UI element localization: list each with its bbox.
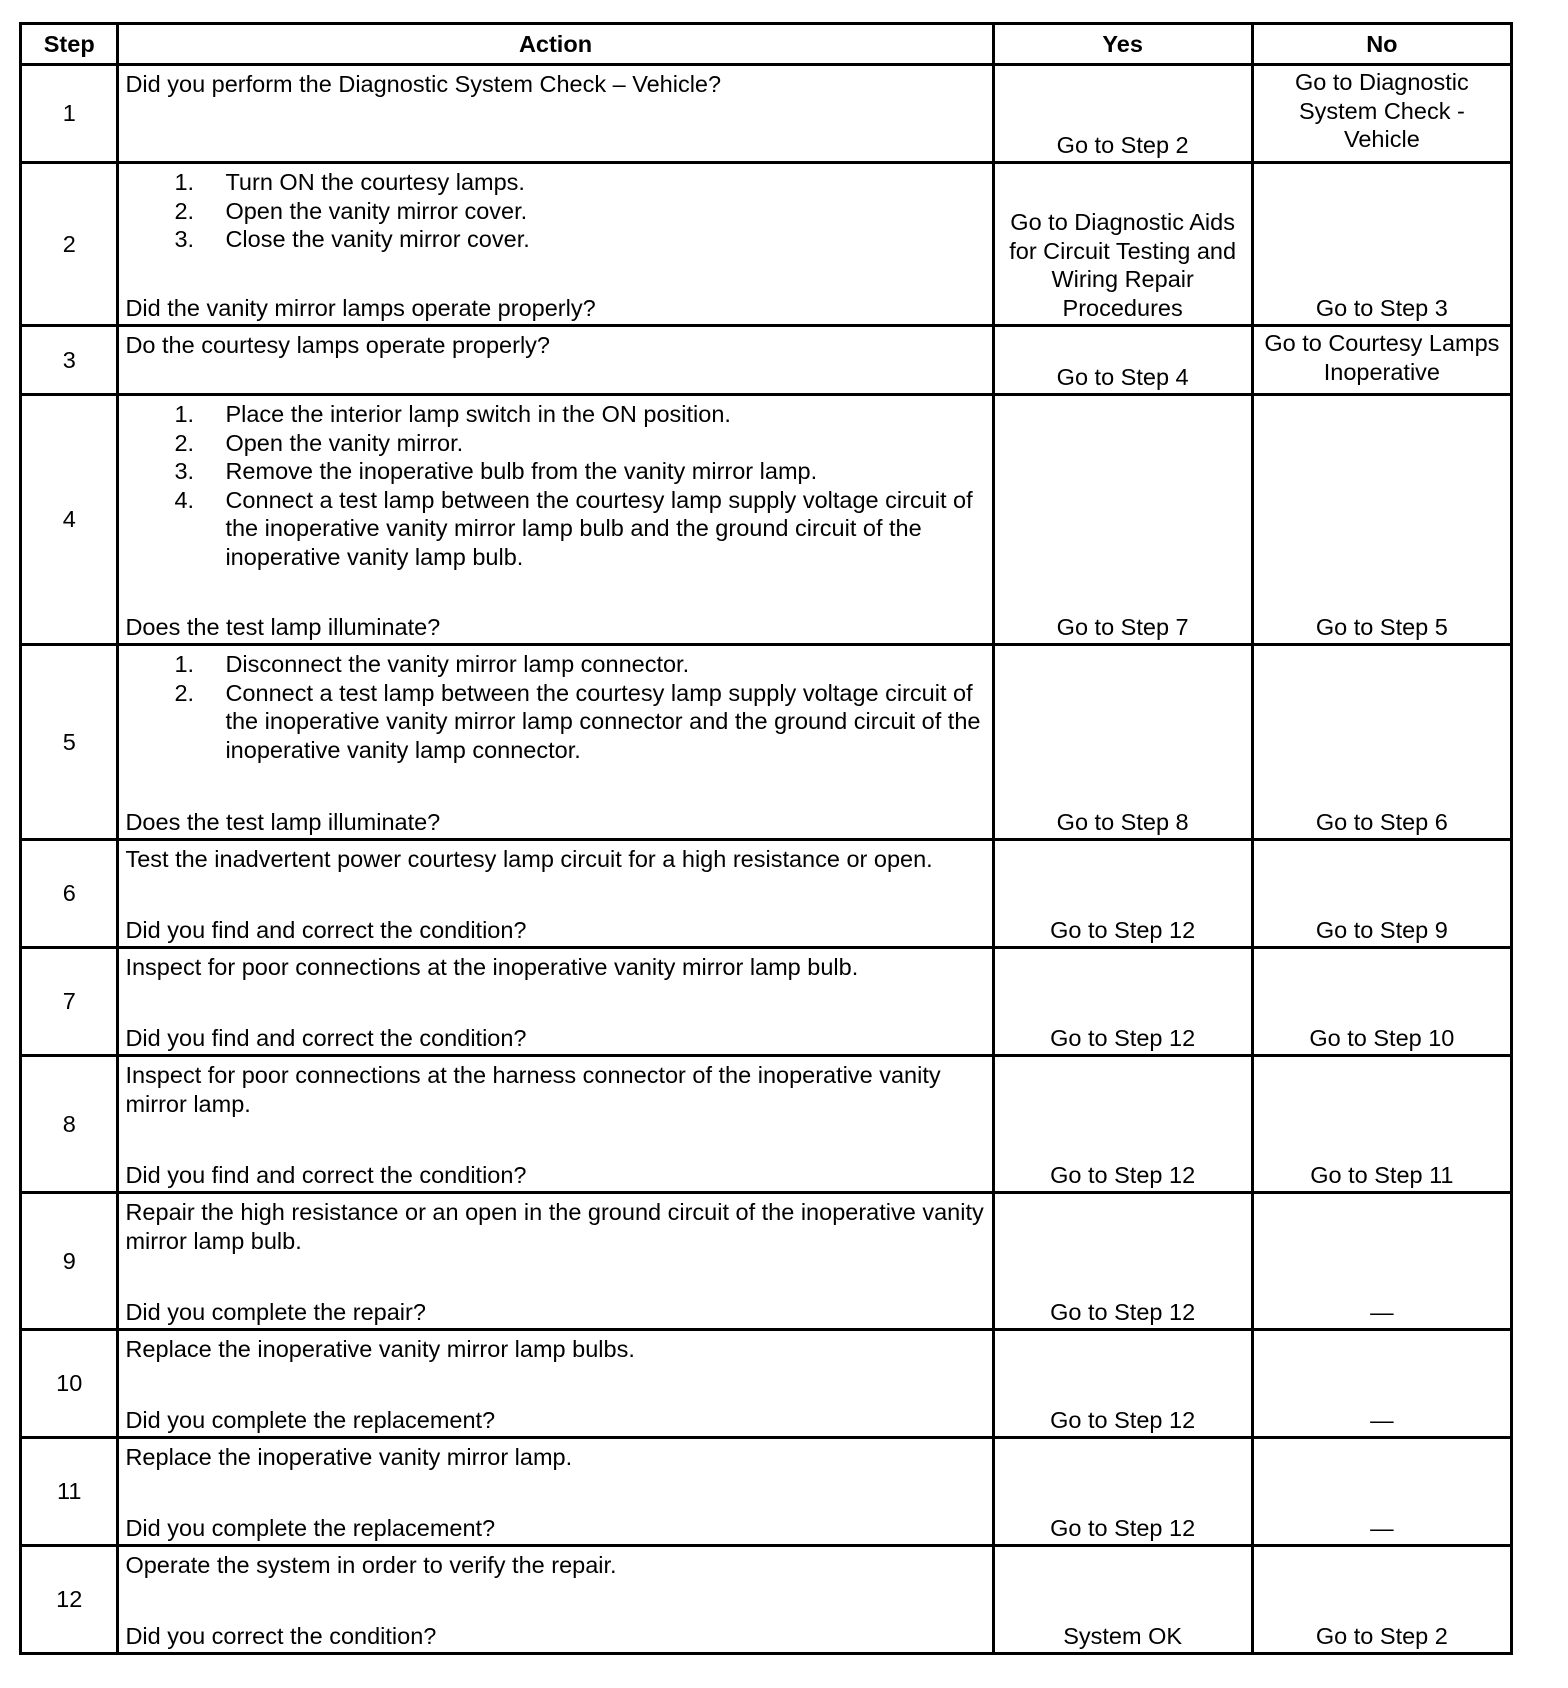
substep-list	[125, 650, 987, 764]
table-row	[21, 948, 1512, 1056]
action-cell	[118, 163, 993, 326]
yes-result: Go to Step 12	[993, 840, 1252, 948]
step-number: 6	[21, 840, 118, 948]
step-number: 12	[21, 1546, 118, 1654]
action-content	[125, 1551, 987, 1652]
action-content	[125, 1443, 987, 1544]
step-number: 4	[21, 395, 118, 645]
action-question: Did you complete the repair?	[125, 1298, 426, 1325]
action-cell	[118, 1438, 993, 1546]
substep-item: Turn ON the courtesy lamps.	[225, 169, 525, 195]
action-content	[125, 650, 987, 838]
step-number: 7	[21, 948, 118, 1056]
action-question: Did you find and correct the condition?	[125, 1161, 527, 1188]
header-action: Action	[118, 24, 993, 65]
action-question: Did you correct the condition?	[125, 1622, 437, 1649]
instruction-text: Inspect for poor connections at the inoperative vanity mirror lamp bulb.	[125, 954, 859, 980]
action-content	[125, 400, 987, 643]
substep-item: Close the vanity mirror cover.	[225, 226, 530, 252]
action-instructions	[125, 1198, 987, 1255]
action-question: Did you find and correct the condition?	[125, 1024, 527, 1051]
instruction-text: Operate the system in order to verify the repair.	[125, 1552, 617, 1578]
instruction-text: Repair the high resistance or an open in the ground circuit of the inoperative vanity mirror lamp bulb.	[125, 1199, 984, 1254]
action-instructions	[125, 400, 987, 571]
yes-result: Go to Step 12	[993, 948, 1252, 1056]
table-row	[21, 1193, 1512, 1330]
action-instructions	[125, 1061, 987, 1118]
action-question: Does the test lamp illuminate?	[125, 808, 441, 835]
instruction-text: Replace the inoperative vanity mirror lamp bulbs.	[125, 1336, 635, 1362]
step-number: 9	[21, 1193, 118, 1330]
table-row	[21, 65, 1512, 163]
action-cell	[118, 1193, 993, 1330]
action-question: Did you complete the replacement?	[125, 1514, 496, 1541]
table-row	[21, 645, 1512, 840]
action-instructions	[125, 1443, 987, 1472]
action-instructions	[125, 70, 987, 99]
yes-result: Go to Step 8	[993, 645, 1252, 840]
action-cell	[118, 1056, 993, 1193]
header-no: No	[1252, 24, 1511, 65]
no-result: —	[1252, 1438, 1511, 1546]
action-instructions	[125, 650, 987, 764]
instruction-text: Did you perform the Diagnostic System Check – Vehicle?	[125, 71, 722, 97]
step-number: 11	[21, 1438, 118, 1546]
step-number: 10	[21, 1330, 118, 1438]
action-cell	[118, 840, 993, 948]
action-instructions	[125, 1335, 987, 1364]
yes-result: Go to Step 7	[993, 395, 1252, 645]
action-question: Did the vanity mirror lamps operate properly?	[125, 294, 596, 321]
yes-result: System OK	[993, 1546, 1252, 1654]
action-question: Did you complete the replacement?	[125, 1406, 496, 1433]
table-body	[21, 65, 1512, 1654]
action-content	[125, 331, 987, 393]
action-content	[125, 953, 987, 1054]
yes-result: Go to Step 12	[993, 1193, 1252, 1330]
table-row	[21, 395, 1512, 645]
no-result: —	[1252, 1193, 1511, 1330]
table-row	[21, 840, 1512, 948]
substep-item: Connect a test lamp between the courtesy lamp supply voltage circuit of the inoperative vanity mirror lamp bulb and the ground circuit of the inoperative vanity lamp bulb.	[225, 486, 973, 570]
instruction-text: Replace the inoperative vanity mirror lamp.	[125, 1444, 573, 1470]
substep-item: Open the vanity mirror.	[225, 429, 464, 456]
yes-result: Go to Diagnostic Aids for Circuit Testing and Wiring Repair Procedures	[993, 163, 1252, 326]
action-cell	[118, 645, 993, 840]
action-instructions	[125, 1551, 987, 1580]
yes-result: Go to Step 12	[993, 1438, 1252, 1546]
step-number: 5	[21, 645, 118, 840]
yes-result: Go to Step 2	[993, 65, 1252, 163]
action-content	[125, 168, 987, 324]
action-content	[125, 845, 987, 946]
yes-result: Go to Step 12	[993, 1330, 1252, 1438]
substep-item: Disconnect the vanity mirror lamp connector.	[225, 651, 690, 677]
action-content	[125, 1198, 987, 1328]
action-cell	[118, 65, 993, 163]
step-number: 8	[21, 1056, 118, 1193]
action-content	[125, 1061, 987, 1191]
action-instructions	[125, 331, 987, 360]
table-row	[21, 1056, 1512, 1193]
no-result: Go to Courtesy Lamps Inoperative	[1252, 326, 1511, 395]
substep-item: Remove the inoperative bulb from the vanity mirror lamp.	[225, 458, 818, 484]
table-row	[21, 1546, 1512, 1654]
action-instructions	[125, 168, 987, 254]
no-result: Go to Step 10	[1252, 948, 1511, 1056]
yes-result: Go to Step 4	[993, 326, 1252, 395]
instruction-text: Test the inadvertent power courtesy lamp circuit for a high resistance or open.	[125, 846, 933, 872]
header-step: Step	[21, 24, 118, 65]
header-yes: Yes	[993, 24, 1252, 65]
table-row	[21, 326, 1512, 395]
action-cell	[118, 326, 993, 395]
instruction-text: Do the courtesy lamps operate properly?	[125, 332, 550, 358]
step-number: 2	[21, 163, 118, 326]
table-row	[21, 1438, 1512, 1546]
step-number: 1	[21, 65, 118, 163]
substep-item: Connect a test lamp between the courtesy lamp supply voltage circuit of the inoperative vanity mirror lamp connector and the ground circuit of the inoperative vanity lamp connector.	[225, 679, 981, 763]
action-instructions	[125, 845, 987, 874]
no-result: Go to Step 5	[1252, 395, 1511, 645]
instruction-text: Inspect for poor connections at the harness connector of the inoperative vanity mirror lamp.	[125, 1062, 941, 1117]
header-row	[21, 24, 1512, 65]
action-cell	[118, 948, 993, 1056]
action-content	[125, 1335, 987, 1436]
substep-item: Place the interior lamp switch in the ON position.	[225, 401, 731, 427]
substep-list	[125, 168, 987, 254]
table-row	[21, 163, 1512, 326]
substep-item: Open the vanity mirror cover.	[225, 197, 528, 224]
no-result: Go to Step 3	[1252, 163, 1511, 326]
action-instructions	[125, 953, 987, 982]
no-result: Go to Step 2	[1252, 1546, 1511, 1654]
action-content	[125, 70, 987, 161]
action-cell	[118, 1330, 993, 1438]
no-result: Go to Step 9	[1252, 840, 1511, 948]
action-question: Did you find and correct the condition?	[125, 916, 527, 943]
no-result: Go to Step 11	[1252, 1056, 1511, 1193]
yes-result: Go to Step 12	[993, 1056, 1252, 1193]
no-result: Go to Step 6	[1252, 645, 1511, 840]
step-number: 3	[21, 326, 118, 395]
action-question: Does the test lamp illuminate?	[125, 613, 441, 640]
no-result: Go to Diagnostic System Check - Vehicle	[1252, 65, 1511, 163]
diagnostic-table	[19, 22, 1513, 1655]
no-result: —	[1252, 1330, 1511, 1438]
action-cell	[118, 395, 993, 645]
action-cell	[118, 1546, 993, 1654]
table-row	[21, 1330, 1512, 1438]
substep-list	[125, 400, 987, 571]
